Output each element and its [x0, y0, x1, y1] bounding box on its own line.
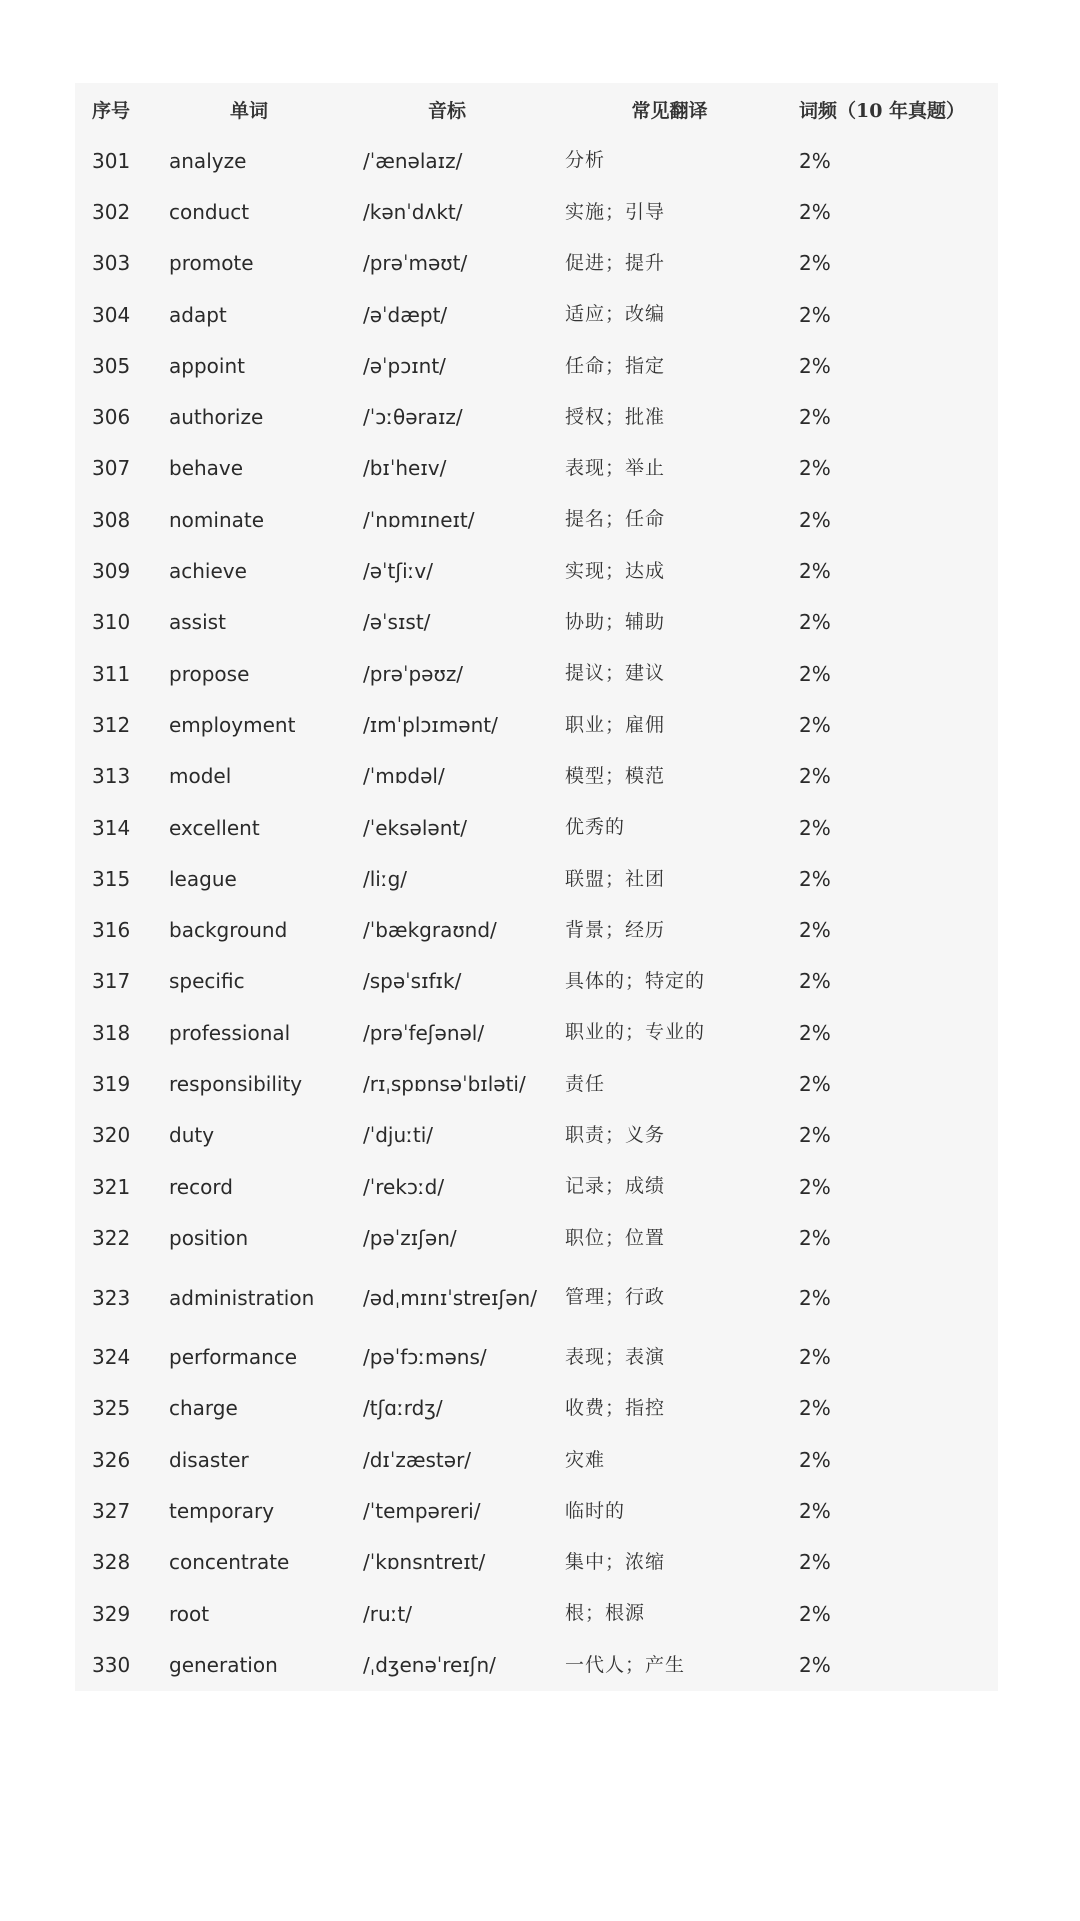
cell-ipa: /ɪmˈplɔɪmənt/ — [363, 712, 498, 737]
cell-word: position — [169, 1225, 249, 1250]
table-row — [75, 597, 998, 648]
cell-ipa: /dɪˈzæstər/ — [363, 1447, 472, 1472]
cell-word: league — [169, 866, 237, 891]
table-row — [75, 340, 998, 391]
cell-no: 320 — [92, 1123, 131, 1148]
cell-frequency: 2% — [799, 712, 831, 737]
cell-ipa: /ˈdjuːti/ — [363, 1123, 434, 1148]
cell-word: duty — [169, 1123, 215, 1148]
cell-no: 330 — [92, 1653, 131, 1678]
cell-word: record — [169, 1174, 233, 1199]
table-body — [75, 135, 998, 1691]
cell-translation: 适应；改编 — [565, 303, 666, 326]
cell-no: 326 — [92, 1447, 131, 1472]
cell-ipa: /ədˌmɪnɪˈstreɪʃən/ — [363, 1285, 537, 1310]
cell-word: background — [169, 918, 288, 943]
cell-ipa: /pəˈfɔːməns/ — [363, 1345, 487, 1370]
cell-translation: 协助；辅助 — [565, 611, 666, 634]
cell-ipa: /ruːt/ — [363, 1601, 412, 1626]
cell-translation: 临时的 — [565, 1499, 626, 1522]
cell-translation: 实施；引导 — [565, 200, 666, 223]
cell-frequency: 2% — [799, 1071, 831, 1096]
cell-word: assist — [169, 610, 226, 635]
header-translation: 常见翻译 — [631, 99, 708, 122]
cell-word: root — [169, 1601, 210, 1626]
cell-frequency: 2% — [799, 969, 831, 994]
cell-frequency: 2% — [799, 302, 831, 327]
cell-word: nominate — [169, 507, 265, 532]
cell-no: 312 — [92, 712, 131, 737]
cell-translation: 优秀的 — [565, 816, 626, 839]
cell-no: 310 — [92, 610, 131, 635]
cell-translation: 联盟；社团 — [565, 867, 666, 890]
cell-no: 328 — [92, 1550, 131, 1575]
header-ipa: 音标 — [427, 99, 466, 122]
cell-no: 309 — [92, 559, 131, 584]
cell-frequency: 2% — [799, 1396, 831, 1421]
cell-no: 303 — [92, 251, 131, 276]
table-row — [75, 1332, 998, 1383]
table-row — [75, 135, 998, 186]
cell-word: promote — [169, 251, 254, 276]
cell-ipa: /ˈeksələnt/ — [363, 815, 467, 840]
table-row — [75, 802, 998, 853]
table-row — [75, 1212, 998, 1263]
cell-frequency: 2% — [799, 661, 831, 686]
table-row — [75, 699, 998, 750]
cell-frequency: 2% — [799, 405, 831, 430]
table-row — [75, 904, 998, 955]
cell-translation: 促进；提升 — [565, 251, 666, 274]
table-row — [75, 443, 998, 494]
cell-frequency: 2% — [799, 1550, 831, 1575]
table-row — [75, 1264, 998, 1332]
cell-ipa: /ˈɔːθəraɪz/ — [363, 405, 463, 430]
cell-word: employment — [169, 712, 296, 737]
cell-word: propose — [169, 661, 250, 686]
cell-word: concentrate — [169, 1550, 290, 1575]
cell-ipa: /əˈdæpt/ — [363, 302, 448, 327]
table-row — [75, 186, 998, 237]
cell-translation: 职业；雇佣 — [565, 713, 666, 736]
cell-translation: 收费；指控 — [565, 1397, 666, 1420]
cell-word: specific — [169, 969, 245, 994]
table-row — [75, 751, 998, 802]
table-row — [75, 1161, 998, 1212]
cell-frequency: 2% — [799, 815, 831, 840]
table-row — [75, 1434, 998, 1485]
cell-word: disaster — [169, 1447, 249, 1472]
vocabulary-table — [75, 83, 998, 1691]
cell-no: 315 — [92, 866, 131, 891]
cell-frequency: 2% — [799, 199, 831, 224]
table-row — [75, 1007, 998, 1058]
cell-word: charge — [169, 1396, 238, 1421]
cell-no: 308 — [92, 507, 131, 532]
cell-ipa: /bɪˈheɪv/ — [363, 456, 447, 481]
cell-no: 304 — [92, 302, 131, 327]
cell-word: administration — [169, 1285, 315, 1310]
cell-ipa: /ˈbækgraʊnd/ — [363, 918, 497, 943]
cell-translation: 背景；经历 — [565, 918, 666, 941]
cell-no: 305 — [92, 353, 131, 378]
cell-no: 314 — [92, 815, 131, 840]
cell-ipa: /prəˈfeʃənəl/ — [363, 1020, 485, 1045]
cell-no: 327 — [92, 1499, 131, 1524]
cell-frequency: 2% — [799, 559, 831, 584]
cell-no: 311 — [92, 661, 131, 686]
cell-translation: 记录；成绩 — [565, 1175, 666, 1198]
cell-ipa: /liːg/ — [363, 866, 408, 891]
cell-frequency: 2% — [799, 764, 831, 789]
cell-ipa: /pəˈzɪʃən/ — [363, 1225, 457, 1250]
cell-ipa: /rɪˌspɒnsəˈbɪləti/ — [363, 1071, 526, 1096]
cell-ipa: /prəˈpəʊz/ — [363, 661, 464, 686]
header-row — [75, 83, 998, 135]
cell-word: generation — [169, 1653, 278, 1678]
cell-word: model — [169, 764, 232, 789]
cell-ipa: /spəˈsɪfɪk/ — [363, 969, 462, 994]
cell-frequency: 2% — [799, 1499, 831, 1524]
cell-frequency: 2% — [799, 1653, 831, 1678]
cell-no: 306 — [92, 405, 131, 430]
cell-no: 316 — [92, 918, 131, 943]
cell-no: 317 — [92, 969, 131, 994]
cell-word: behave — [169, 456, 244, 481]
header-frequency: 词频（10 年真题） — [799, 99, 966, 122]
table-row — [75, 853, 998, 904]
cell-word: authorize — [169, 405, 264, 430]
cell-no: 329 — [92, 1601, 131, 1626]
cell-word: responsibility — [169, 1071, 303, 1096]
cell-translation: 根；根源 — [565, 1602, 646, 1625]
cell-frequency: 2% — [799, 1601, 831, 1626]
cell-ipa: /ˈtempəreri/ — [363, 1499, 481, 1524]
cell-no: 325 — [92, 1396, 131, 1421]
cell-ipa: /ˈnɒmɪneɪt/ — [363, 507, 475, 532]
table-row — [75, 1537, 998, 1588]
cell-word: performance — [169, 1345, 298, 1370]
cell-word: temporary — [169, 1499, 275, 1524]
cell-translation: 职业的；专业的 — [565, 1021, 706, 1044]
table-row — [75, 545, 998, 596]
cell-no: 307 — [92, 456, 131, 481]
cell-frequency: 2% — [799, 353, 831, 378]
cell-translation: 职位；位置 — [565, 1226, 666, 1249]
table-row — [75, 648, 998, 699]
cell-translation: 一代人；产生 — [565, 1654, 686, 1677]
cell-frequency: 2% — [799, 918, 831, 943]
cell-ipa: /prəˈməʊt/ — [363, 251, 468, 276]
cell-ipa: /ˈrekɔːd/ — [363, 1174, 445, 1199]
table-row — [75, 1639, 998, 1691]
table-row — [75, 494, 998, 545]
cell-translation: 职责；义务 — [565, 1124, 666, 1147]
cell-no: 323 — [92, 1285, 131, 1310]
cell-frequency: 2% — [799, 1447, 831, 1472]
cell-ipa: /ˈmɒdəl/ — [363, 764, 445, 789]
cell-translation: 表现；表演 — [565, 1345, 666, 1368]
table-header — [75, 83, 998, 135]
cell-translation: 授权；批准 — [565, 405, 666, 428]
table-row — [75, 289, 998, 340]
table-row — [75, 1383, 998, 1434]
table-row — [75, 238, 998, 289]
cell-ipa: /kənˈdʌkt/ — [363, 199, 463, 224]
cell-ipa: /əˈsɪst/ — [363, 610, 431, 635]
cell-translation: 提名；任命 — [565, 508, 666, 531]
cell-frequency: 2% — [799, 1020, 831, 1045]
cell-no: 301 — [92, 148, 131, 173]
cell-ipa: /ˈkɒnsntreɪt/ — [363, 1550, 486, 1575]
cell-word: analyze — [169, 148, 247, 173]
cell-frequency: 2% — [799, 1174, 831, 1199]
cell-translation: 管理；行政 — [565, 1286, 666, 1309]
cell-no: 318 — [92, 1020, 131, 1045]
cell-translation: 实现；达成 — [565, 559, 666, 582]
table-row — [75, 1058, 998, 1109]
header-no: 序号 — [92, 99, 131, 122]
cell-ipa: /ˈænəlaɪz/ — [363, 148, 463, 173]
cell-frequency: 2% — [799, 507, 831, 532]
cell-translation: 表现；举止 — [565, 457, 666, 480]
cell-translation: 具体的；特定的 — [565, 970, 706, 993]
header-word: 单词 — [229, 99, 268, 122]
cell-ipa: /ˌdʒenəˈreɪʃn/ — [363, 1653, 496, 1678]
cell-no: 321 — [92, 1174, 131, 1199]
cell-no: 319 — [92, 1071, 131, 1096]
cell-frequency: 2% — [799, 456, 831, 481]
table-row — [75, 1110, 998, 1161]
cell-ipa: /əˈtʃiːv/ — [363, 559, 433, 584]
table-row — [75, 391, 998, 442]
cell-translation: 灾难 — [565, 1448, 606, 1471]
cell-ipa: /əˈpɔɪnt/ — [363, 353, 446, 378]
table-row — [75, 1588, 998, 1639]
cell-word: appoint — [169, 353, 245, 378]
cell-frequency: 2% — [799, 1225, 831, 1250]
cell-frequency: 2% — [799, 610, 831, 635]
cell-frequency: 2% — [799, 1123, 831, 1148]
cell-translation: 任命；指定 — [565, 354, 666, 377]
cell-no: 313 — [92, 764, 131, 789]
cell-frequency: 2% — [799, 866, 831, 891]
table-row — [75, 956, 998, 1007]
cell-translation: 责任 — [565, 1072, 606, 1095]
cell-word: conduct — [169, 199, 250, 224]
cell-no: 322 — [92, 1225, 131, 1250]
cell-word: adapt — [169, 302, 227, 327]
cell-translation: 集中；浓缩 — [565, 1551, 666, 1574]
cell-translation: 模型；模范 — [565, 764, 666, 787]
cell-frequency: 2% — [799, 251, 831, 276]
cell-word: professional — [169, 1020, 291, 1045]
cell-ipa: /tʃɑːrdʒ/ — [363, 1396, 443, 1421]
cell-translation: 分析 — [565, 149, 606, 172]
cell-no: 302 — [92, 199, 131, 224]
cell-word: achieve — [169, 559, 247, 584]
cell-frequency: 2% — [799, 148, 831, 173]
cell-frequency: 2% — [799, 1285, 831, 1310]
cell-no: 324 — [92, 1345, 131, 1370]
cell-translation: 提议；建议 — [565, 662, 666, 685]
cell-word: excellent — [169, 815, 260, 840]
cell-frequency: 2% — [799, 1345, 831, 1370]
table-row — [75, 1485, 998, 1536]
